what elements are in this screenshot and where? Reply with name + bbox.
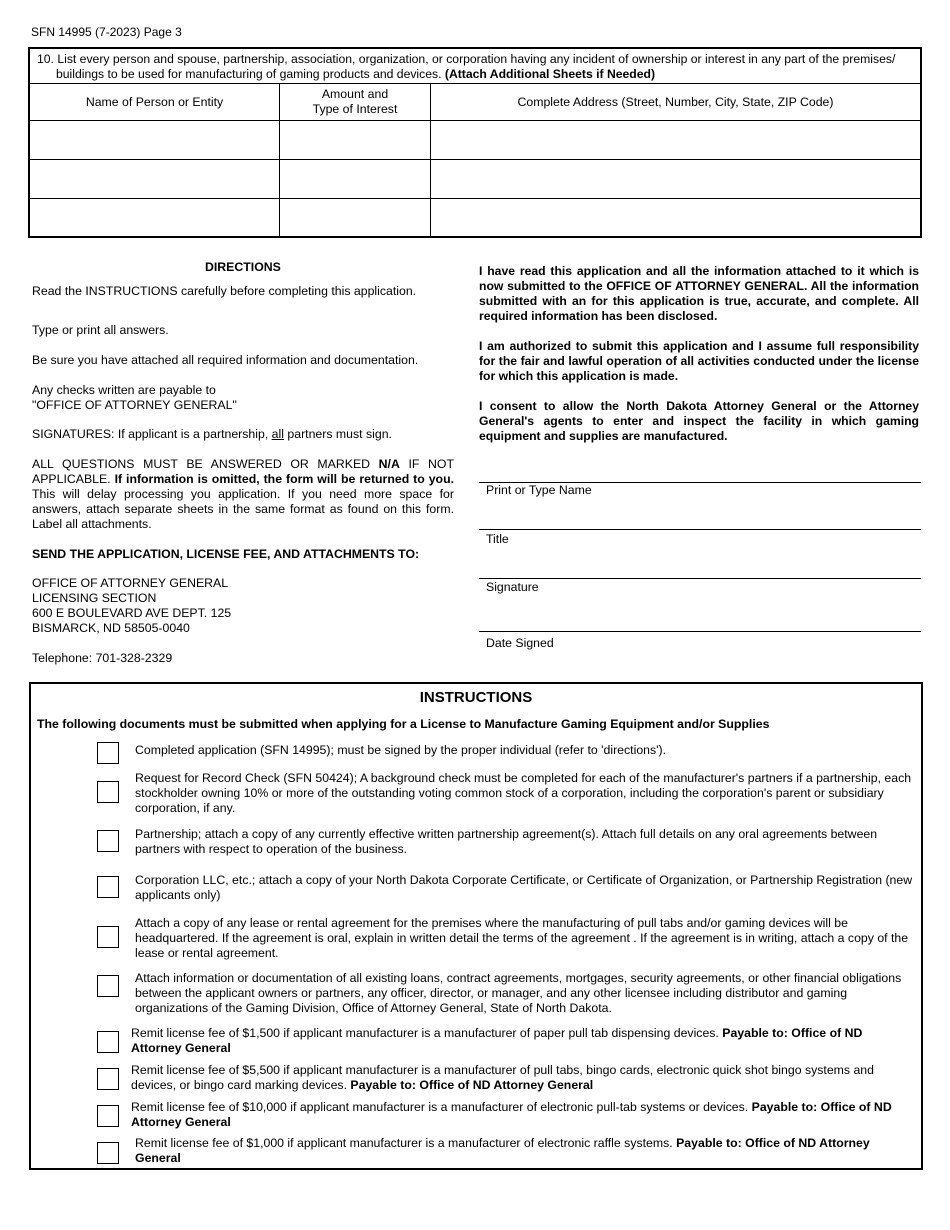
checklist-item: Remit license fee of $5,500 if applicant manufacturer is a manufacturer of pull tabs, bingo cards, electronic quick shot bingo systems and devices, or bingo card marking devices. Payable to: Office of ND Attorney General bbox=[131, 1063, 874, 1092]
title-field[interactable] bbox=[479, 547, 921, 577]
instructions-box bbox=[29, 682, 923, 1170]
directions-title: DIRECTIONS bbox=[205, 260, 281, 274]
checklist-checkbox[interactable] bbox=[97, 781, 119, 803]
form-number-header: SFN 14995 (7-2023) Page 3 bbox=[31, 25, 182, 39]
certification-statement-2: I am authorized to submit this application and I assume full responsibility for the fair and lawful operation of all activities conducted under the license for which this application is made. bbox=[479, 339, 919, 383]
signature-line bbox=[479, 578, 921, 579]
directions-type-print: Type or print all answers. bbox=[32, 323, 169, 337]
signature-line bbox=[479, 631, 921, 632]
attach-sheets-note: (Attach Additional Sheets if Needed) bbox=[444, 67, 656, 81]
checklist-item: Remit license fee of $10,000 if applicant manufacturer is a manufacturer of electronic pull-tab systems or devices. Payable to: Office of ND Attorney General bbox=[131, 1100, 892, 1129]
directions-read-instructions: Read the INSTRUCTIONS carefully before completing this application. bbox=[32, 284, 417, 298]
checklist-item: Request for Record Check (SFN 50424); A background check must be completed for each of the manufacturer's partners if a partnership, each stockholder owning 10% or more of the outstanding voting common stock of a corporation, including the corporation's parent or subsidiary corporation, if any. bbox=[135, 771, 912, 815]
telephone: Telephone: 701-328-2329 bbox=[32, 651, 173, 665]
checklist-checkbox[interactable] bbox=[97, 975, 119, 997]
signature-field[interactable] bbox=[479, 595, 921, 630]
checklist-item: Corporation LLC, etc.; attach a copy of your North Dakota Corporate Certificate, or Certificate of Organization, or Partnership Registration (new applicants only) bbox=[135, 873, 913, 902]
checklist-item: Completed application (SFN 14995); must be signed by the proper individual (refer to 'directions'). bbox=[135, 743, 666, 757]
date-signed-label: Date Signed bbox=[486, 636, 554, 650]
table-row-1-address-cell[interactable] bbox=[431, 121, 920, 159]
checklist-checkbox[interactable] bbox=[97, 830, 119, 852]
certification-statement-1: I have read this application and all the information attached to it which is now submitted to the OFFICE OF ATTORNEY GENERAL. All the information submitted with an for this application is true, accurate, and complete. All required information has been disclosed. bbox=[479, 264, 919, 323]
checklist-item: Attach a copy of any lease or rental agreement for the premises where the manufacturing of pull tabs and/or gaming devices will be headquartered. If the agreement is oral, explain in written detail the terms of the agreement . If the agreement is in writing, attach a copy of the lease or rental agreement. bbox=[135, 916, 909, 960]
table-row-1-name-cell[interactable] bbox=[30, 121, 279, 159]
column-header-address: Complete Address (Street, Number, City, State, ZIP Code) bbox=[517, 94, 834, 109]
instructions-subtitle: The following documents must be submitted when applying for a License to Manufacture Gaming Equipment and/or Supplies bbox=[37, 717, 770, 731]
table-row-3-interest-cell[interactable] bbox=[280, 199, 430, 236]
ownership-table bbox=[28, 47, 922, 238]
checklist-checkbox[interactable] bbox=[97, 1142, 119, 1164]
checklist-checkbox[interactable] bbox=[97, 1068, 119, 1090]
table-row-3-address-cell[interactable] bbox=[431, 199, 920, 236]
checklist-item: Partnership; attach a copy of any currently effective written partnership agreement(s). Attach full details on any oral agreements between partners with respect to operation of the business. bbox=[135, 827, 878, 856]
date-signed-field[interactable] bbox=[560, 634, 920, 652]
checklist-checkbox[interactable] bbox=[97, 876, 119, 898]
table-row-3-name-cell[interactable] bbox=[30, 199, 279, 236]
checklist-item: Remit license fee of $1,000 if applicant manufacturer is a manufacturer of electronic raffle systems. Payable to: Office of ND Attorney General bbox=[135, 1136, 870, 1165]
checklist-checkbox[interactable] bbox=[97, 1031, 119, 1053]
print-name-field[interactable] bbox=[479, 498, 921, 528]
directions-all-questions: ALL QUESTIONS MUST BE ANSWERED OR MARKED N/A IF NOT APPLICABLE. If information is omitted, the form will be returned to you. This will delay processing you application. If you need more space for answers, attach separate sheets in the same format as found on this form. Label all attachments. bbox=[32, 457, 454, 531]
checklist-checkbox[interactable] bbox=[97, 926, 119, 948]
directions-signatures: SIGNATURES: If applicant is a partnership, all partners must sign. bbox=[32, 427, 392, 441]
directions-attach: Be sure you have attached all required information and documentation. bbox=[32, 353, 419, 367]
column-header-interest: Amount and Type of Interest bbox=[312, 87, 398, 116]
checklist-item: Remit license fee of $1,500 if applicant manufacturer is a manufacturer of paper pull tab dispensing devices. Payable to: Office of ND Attorney General bbox=[131, 1026, 863, 1055]
instructions-title: INSTRUCTIONS bbox=[419, 689, 533, 706]
signature-line bbox=[479, 529, 921, 530]
table-row-2-address-cell[interactable] bbox=[431, 160, 920, 198]
column-header-name: Name of Person or Entity bbox=[85, 94, 224, 109]
table-row-1-interest-cell[interactable] bbox=[280, 121, 430, 159]
certification-statement-3: I consent to allow the North Dakota Attorney General or the Attorney General's agents to enter and inspect the facility in which gaming equipment and supplies are manufactured. bbox=[479, 399, 919, 443]
checklist-checkbox[interactable] bbox=[97, 1105, 119, 1127]
print-name-label: Print or Type Name bbox=[486, 483, 592, 497]
signature-label: Signature bbox=[486, 580, 539, 594]
directions-send-to: SEND THE APPLICATION, LICENSE FEE, AND ATTACHMENTS TO: bbox=[32, 547, 420, 561]
checklist-checkbox[interactable] bbox=[97, 742, 119, 764]
question-10-line-2: buildings to be used for manufacturing of gaming products and devices. (Attach Additional Sheets if Needed) bbox=[56, 67, 656, 81]
question-10-text bbox=[37, 52, 917, 82]
checklist-item: Attach information or documentation of all existing loans, contract agreements, mortgages, security agreements, or other financial obligations between the applicant owners or partners, any officer, director, or manager, and any other licensee including distributor and gaming organizations of the Gaming Division, Office of Attorney General, State of North Dakota. bbox=[135, 971, 902, 1015]
directions-checks: Any checks written are payable to "OFFICE OF ATTORNEY GENERAL" bbox=[32, 383, 237, 412]
title-label: Title bbox=[486, 532, 509, 546]
mailing-address: OFFICE OF ATTORNEY GENERAL LICENSING SECTION 600 E BOULEVARD AVE DEPT. 125 BISMARCK, ND 58505-0040 bbox=[32, 576, 232, 635]
table-row-2-name-cell[interactable] bbox=[30, 160, 279, 198]
table-row-2-interest-cell[interactable] bbox=[280, 160, 430, 198]
question-10-line-1: 10. List every person and spouse, partnership, association, organization, or corporation having any incident of ownership or interest in any part of the premises/ bbox=[37, 52, 896, 66]
